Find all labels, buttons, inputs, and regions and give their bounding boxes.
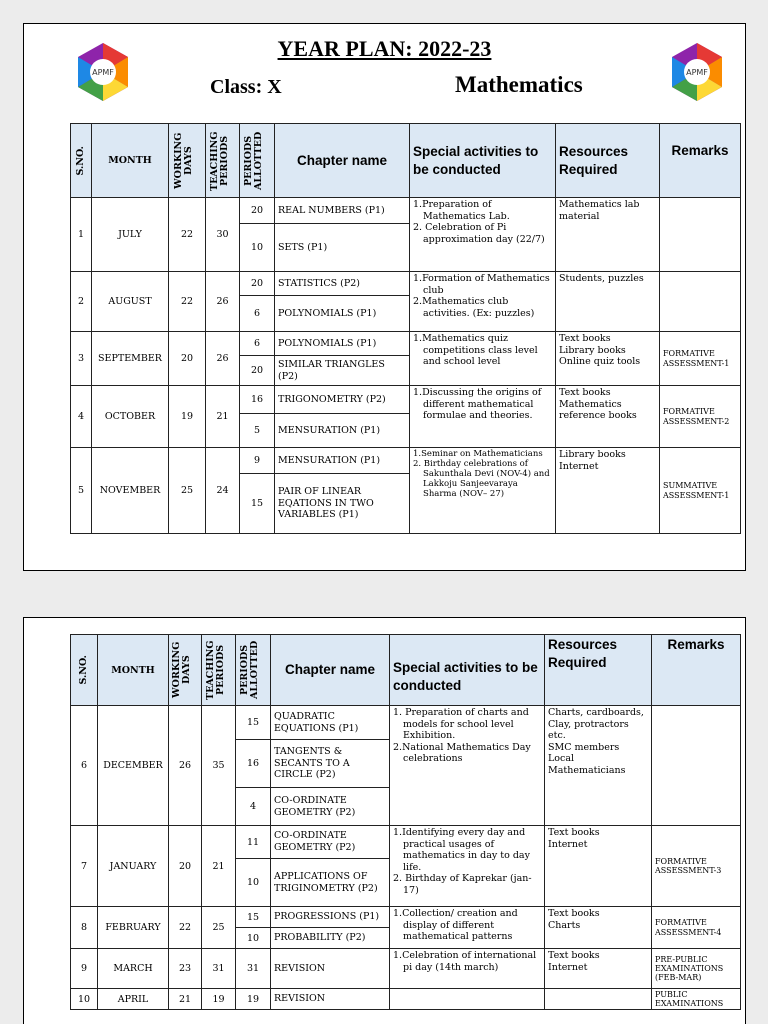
- table-row: [71, 386, 741, 414]
- working-days-cell: 26: [169, 706, 202, 826]
- resource-item: Charts, cardboards, Clay, protractors etc.: [548, 707, 644, 742]
- activities-list: [413, 333, 552, 368]
- chapter-name-cell: CO-ORDINATE GEOMETRY (P2): [271, 788, 390, 826]
- periods-allotted-cell: 16: [240, 386, 275, 414]
- periods-allotted-cell: 15: [240, 474, 275, 534]
- col-resources: Resources Required: [545, 635, 652, 706]
- resources-cell: [545, 989, 652, 1010]
- table-row: [71, 826, 741, 859]
- periods-allotted-cell: 6: [240, 332, 275, 356]
- chapter-name-cell: CO-ORDINATE GEOMETRY (P2): [271, 826, 390, 859]
- chapter-name-cell: SETS (P1): [275, 224, 410, 272]
- activity-item: 1.Celebration of international pi day (14th march): [393, 950, 537, 973]
- resource-item: Text books: [559, 333, 611, 344]
- resources-cell: [545, 826, 652, 907]
- col-chapter-name: Chapter name: [275, 124, 410, 198]
- page-1: [23, 23, 746, 571]
- month-cell: JANUARY: [98, 826, 169, 907]
- sno-cell: 2: [71, 272, 92, 332]
- table-row: [71, 907, 741, 928]
- periods-allotted-cell: 10: [236, 928, 271, 949]
- resource-item: Text books: [548, 908, 600, 919]
- resource-item: Online quiz tools: [559, 356, 641, 368]
- resource-item: Text books: [548, 827, 600, 838]
- resource-item: Local Mathematicians: [548, 753, 626, 776]
- chapter-name-cell: REVISION: [271, 949, 390, 989]
- activity-item: 1.Mathematics quiz competitions class level and school level: [413, 333, 538, 368]
- working-days-cell: 21: [169, 989, 202, 1010]
- chapter-name-cell: TANGENTS & SECANTS TO A CIRCLE (P2): [271, 740, 390, 788]
- sno-cell: 10: [71, 989, 98, 1010]
- activities-list: [413, 199, 552, 245]
- chapter-name-cell: POLYNOMIALS (P1): [275, 296, 410, 332]
- table-row: [71, 989, 741, 1010]
- activity-item: 1.Collection/ creation and display of different mathematical patterns: [393, 908, 518, 943]
- periods-allotted-cell: 4: [236, 788, 271, 826]
- table-row: [71, 332, 741, 356]
- table-row: [71, 706, 741, 740]
- chapter-name-cell: MENSURATION (P1): [275, 448, 410, 474]
- col-teaching-periods: TEACHING PERIODS: [206, 124, 240, 198]
- table-header-row: [71, 635, 741, 706]
- teaching-periods-cell: 35: [202, 706, 236, 826]
- activities-list: [413, 387, 552, 422]
- chapter-name-cell: STATISTICS (P2): [275, 272, 410, 296]
- remarks-cell: PUBLIC EXAMINATIONS: [652, 989, 741, 1010]
- col-month: MONTH: [92, 124, 169, 198]
- periods-allotted-cell: 9: [240, 448, 275, 474]
- activities-cell: [410, 448, 556, 534]
- month-cell: AUGUST: [92, 272, 169, 332]
- month-cell: FEBRUARY: [98, 907, 169, 949]
- activity-item: 1.Formation of Mathematics club: [413, 273, 550, 296]
- resources-cell: [556, 198, 660, 272]
- resource-item: Internet: [548, 838, 588, 850]
- working-days-cell: 19: [169, 386, 206, 448]
- activity-item: 1.Identifying every day and practical usages of mathematics in day to day life.: [393, 827, 530, 873]
- activities-cell: [390, 949, 545, 989]
- col-periods-allotted: PERIODS ALLOTTED: [236, 635, 271, 706]
- periods-allotted-cell: 31: [236, 949, 271, 989]
- teaching-periods-cell: 26: [206, 272, 240, 332]
- col-working-days: WORKING DAYS: [169, 635, 202, 706]
- month-cell: APRIL: [98, 989, 169, 1010]
- table-row: [71, 448, 741, 474]
- teaching-periods-cell: 25: [202, 907, 236, 949]
- col-special-activities: Special activities to be conducted: [390, 635, 545, 706]
- resources-cell: [556, 448, 660, 534]
- periods-allotted-cell: 11: [236, 826, 271, 859]
- chapter-name-cell: POLYNOMIALS (P1): [275, 332, 410, 356]
- resources-cell: [545, 907, 652, 949]
- chapter-name-cell: APPLICATIONS OF TRIGINOMETRY (P2): [271, 859, 390, 907]
- sno-cell: 7: [71, 826, 98, 907]
- month-cell: OCTOBER: [92, 386, 169, 448]
- svg-text:APMF: APMF: [686, 68, 708, 77]
- col-teaching-periods: TEACHING PERIODS: [202, 635, 236, 706]
- teaching-periods-cell: 24: [206, 448, 240, 534]
- periods-allotted-cell: 19: [236, 989, 271, 1010]
- activities-list: [393, 707, 541, 765]
- chapter-name-cell: TRIGONOMETRY (P2): [275, 386, 410, 414]
- periods-allotted-cell: 10: [240, 224, 275, 272]
- col-remarks: Remarks: [652, 635, 741, 706]
- remarks-cell: [660, 272, 741, 332]
- activities-cell: [390, 907, 545, 949]
- resource-item: Library books: [559, 449, 626, 460]
- chapter-name-cell: PAIR OF LINEAR EQATIONS IN TWO VARIABLES (P1): [275, 474, 410, 534]
- year-plan-table-1: [70, 123, 741, 534]
- col-sno: S.NO.: [71, 124, 92, 198]
- page-2: [23, 617, 746, 1024]
- activity-item: 2.National Mathematics Day celebrations: [393, 741, 531, 765]
- year-plan-table-2: [70, 634, 741, 1010]
- activity-item: 2. Birthday celebrations of Sakunthala Devi (NOV-4) and Lakkoju Sanjeevaraya Sharma (NOV– 27): [413, 459, 550, 500]
- chapter-name-cell: QUADRATIC EQUATIONS (P1): [271, 706, 390, 740]
- table-row: [71, 949, 741, 989]
- col-chapter-name: Chapter name: [271, 635, 390, 706]
- month-cell: DECEMBER: [98, 706, 169, 826]
- resource-item: Text books: [559, 387, 611, 398]
- table-row: [71, 198, 741, 224]
- table-row: [71, 272, 741, 296]
- activity-item: 1.Discussing the origins of different mathematical formulae and theories.: [413, 387, 542, 422]
- resources-cell: [545, 949, 652, 989]
- remarks-cell: PRE-PUBLIC EXAMINATIONS (FEB-MAR): [652, 949, 741, 989]
- month-cell: JULY: [92, 198, 169, 272]
- activities-list: [413, 449, 552, 499]
- teaching-periods-cell: 21: [206, 386, 240, 448]
- month-cell: MARCH: [98, 949, 169, 989]
- remarks-cell: FORMATIVE ASSESSMENT-1: [660, 332, 741, 386]
- activities-cell: [390, 989, 545, 1010]
- sno-cell: 8: [71, 907, 98, 949]
- activities-list: [393, 908, 541, 943]
- teaching-periods-cell: 21: [202, 826, 236, 907]
- chapter-name-cell: REVISION: [271, 989, 390, 1010]
- activities-list: [413, 273, 552, 319]
- remarks-cell: [660, 198, 741, 272]
- col-special-activities: Special activities to be conducted: [410, 124, 556, 198]
- working-days-cell: 22: [169, 907, 202, 949]
- resource-item: Internet: [548, 961, 588, 973]
- activities-cell: [410, 198, 556, 272]
- sno-cell: 3: [71, 332, 92, 386]
- working-days-cell: 22: [169, 272, 206, 332]
- activity-item: 1.Seminar on Mathematicians: [413, 449, 543, 459]
- remarks-cell: FORMATIVE ASSESSMENT-3: [652, 826, 741, 907]
- chapter-name-cell: PROGRESSIONS (P1): [271, 907, 390, 928]
- teaching-periods-cell: 19: [202, 989, 236, 1010]
- working-days-cell: 20: [169, 332, 206, 386]
- col-sno: S.NO.: [71, 635, 98, 706]
- periods-allotted-cell: 6: [240, 296, 275, 332]
- teaching-periods-cell: 26: [206, 332, 240, 386]
- teaching-periods-cell: 30: [206, 198, 240, 272]
- resources-cell: [545, 706, 652, 826]
- periods-allotted-cell: 5: [240, 414, 275, 448]
- month-cell: NOVEMBER: [92, 448, 169, 534]
- sno-cell: 1: [71, 198, 92, 272]
- col-remarks: Remarks: [660, 124, 741, 198]
- activities-list: [393, 950, 541, 973]
- activities-list: [393, 827, 541, 896]
- periods-allotted-cell: 20: [240, 198, 275, 224]
- resource-item: SMC members: [548, 741, 620, 753]
- remarks-cell: SUMMATIVE ASSESSMENT-1: [660, 448, 741, 534]
- page-title: YEAR PLAN: 2022-23: [277, 36, 492, 61]
- activity-item: 1.Preparation of Mathematics Lab.: [413, 199, 510, 222]
- sno-cell: 9: [71, 949, 98, 989]
- chapter-name-cell: MENSURATION (P1): [275, 414, 410, 448]
- resource-item: Mathematics reference books: [559, 398, 637, 422]
- svg-text:APMF: APMF: [92, 68, 114, 77]
- periods-allotted-cell: 10: [236, 859, 271, 907]
- resource-item: Mathematics lab material: [559, 199, 640, 222]
- resource-item: Charts: [548, 919, 581, 931]
- resource-item: Text books: [548, 950, 600, 961]
- sno-cell: 4: [71, 386, 92, 448]
- activity-item: 1. Preparation of charts and models for school level Exhibition.: [393, 707, 529, 742]
- resources-cell: [556, 386, 660, 448]
- resources-cell: [556, 272, 660, 332]
- table-header-row: [71, 124, 741, 198]
- working-days-cell: 25: [169, 448, 206, 534]
- activities-cell: [410, 332, 556, 386]
- sno-cell: 5: [71, 448, 92, 534]
- activity-item: 2. Celebration of Pi approximation day (22/7): [413, 222, 545, 245]
- teaching-periods-cell: 31: [202, 949, 236, 989]
- resource-item: Library books: [559, 344, 626, 356]
- periods-allotted-cell: 15: [236, 907, 271, 928]
- subject-label: Mathematics: [455, 72, 583, 97]
- periods-allotted-cell: 16: [236, 740, 271, 788]
- resource-item: Internet: [559, 460, 599, 472]
- remarks-cell: FORMATIVE ASSESSMENT-4: [652, 907, 741, 949]
- resource-item: Students, puzzles: [559, 273, 644, 284]
- activities-cell: [410, 386, 556, 448]
- resources-cell: [556, 332, 660, 386]
- class-label: Class: X: [210, 76, 282, 98]
- remarks-cell: [652, 706, 741, 826]
- remarks-cell: FORMATIVE ASSESSMENT-2: [660, 386, 741, 448]
- working-days-cell: 22: [169, 198, 206, 272]
- sno-cell: 6: [71, 706, 98, 826]
- col-periods-allotted: PERIODS ALLOTTED: [240, 124, 275, 198]
- activity-item: 2. Birthday of Kaprekar (jan-17): [393, 873, 532, 896]
- col-resources: Resources Required: [556, 124, 660, 198]
- activities-cell: [390, 826, 545, 907]
- chapter-name-cell: SIMILAR TRIANGLES (P2): [275, 356, 410, 386]
- working-days-cell: 20: [169, 826, 202, 907]
- periods-allotted-cell: 20: [240, 272, 275, 296]
- activities-cell: [410, 272, 556, 332]
- working-days-cell: 23: [169, 949, 202, 989]
- activity-item: 2.Mathematics club activities. (Ex: puzzles): [413, 296, 535, 319]
- periods-allotted-cell: 20: [240, 356, 275, 386]
- periods-allotted-cell: 15: [236, 706, 271, 740]
- chapter-name-cell: REAL NUMBERS (P1): [275, 198, 410, 224]
- col-month: MONTH: [98, 635, 169, 706]
- col-working-days: WORKING DAYS: [169, 124, 206, 198]
- chapter-name-cell: PROBABILITY (P2): [271, 928, 390, 949]
- activities-cell: [390, 706, 545, 826]
- month-cell: SEPTEMBER: [92, 332, 169, 386]
